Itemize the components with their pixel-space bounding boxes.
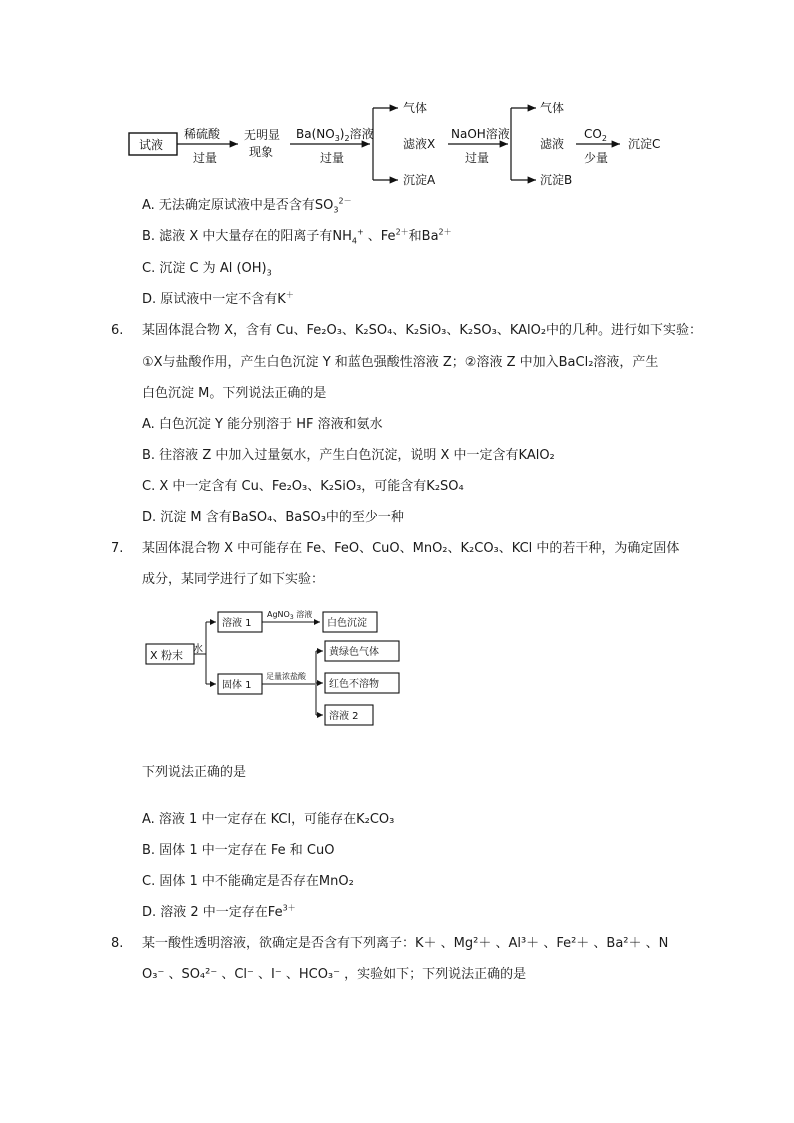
x-powder-label: X 粉末 — [150, 649, 184, 662]
branch1-filtrate: 滤液X — [403, 137, 436, 151]
reagent1-label: 稀硫酸 — [184, 127, 221, 141]
q7-stem-line-2: 成分，某同学进行了如下实验： — [142, 572, 325, 587]
water-label: 水 — [193, 644, 203, 655]
branch2-gas: 气体 — [540, 101, 565, 115]
q6-option-d: D. 沉淀 M 含有BaSO₄、BaSO₃中的至少一种 — [142, 510, 404, 525]
q8-stem-line-2: O₃⁻ 、SO₄²⁻ 、Cl⁻ 、I⁻ 、HCO₃⁻ ，实验如下；下列说法正确的是 — [142, 967, 527, 982]
branch2-filtrate: 滤液 — [540, 137, 565, 151]
branch1-precipitate: 沉淀A — [403, 173, 436, 187]
q6-option-a: A. 白色沉淀 Y 能分别溶于 HF 溶液和氨水 — [142, 417, 383, 432]
reagent3-label: NaOH溶液 — [451, 127, 510, 141]
start-box-label: 试液 — [139, 138, 164, 152]
q6-stem-line-3: 白色沉淀 M。下列说法正确的是 — [142, 386, 327, 401]
q6-stem-line-2: ①X与盐酸作用，产生白色沉淀 Y 和蓝色强酸性溶液 Z；②溶液 Z 中加入BaCl₂溶液，产生 — [142, 355, 659, 370]
hcl-label: 足量浓盐酸 — [266, 672, 306, 681]
q7-question: 下列说法正确的是 — [142, 765, 247, 780]
yellow-gas-label: 黄绿色气体 — [329, 647, 379, 658]
q8-number: 8. — [111, 936, 124, 951]
reagent4-amount: 少量 — [584, 151, 609, 165]
red-insoluble-label: 红色不溶物 — [329, 679, 379, 690]
solid1-label: 固体 1 — [222, 680, 252, 691]
agno3-label: AgNO$_3$ 溶液 — [267, 610, 313, 621]
q5-option-d: D. 原试液中一定不含有K＋ — [142, 290, 294, 307]
q7-option-c: C. 固体 1 中不能确定是否存在MnO₂ — [142, 874, 354, 889]
q7-number: 7. — [111, 541, 124, 556]
q6-stem-line-1: 某固体混合物 X，含有 Cu、Fe₂O₃、K₂SO₄、K₂SiO₃、K₂SO₃、KAlO₂中的几种。进行如下实验： — [142, 323, 703, 338]
q7-option-b: B. 固体 1 中一定存在 Fe 和 CuO — [142, 843, 335, 858]
q6-number: 6. — [111, 323, 124, 338]
q8-stem-line-1: 某一酸性透明溶液，欲确定是否含有下列离子：K＋ 、Mg²＋ 、Al³＋ 、Fe²＋ 、Ba²＋ 、N — [142, 936, 669, 951]
reagent2-label: $Ba(NO_3)_2$溶液 — [296, 127, 374, 143]
observation-label-2: 现象 — [249, 145, 274, 159]
branch2-precipitate: 沉淀B — [540, 173, 573, 187]
reagent3-amount: 过量 — [465, 151, 490, 165]
q6-option-c: C. X 中一定含有 Cu、Fe₂O₃、K₂SiO₃，可能含有K₂SO₄ — [142, 479, 464, 494]
reagent1-amount: 过量 — [193, 151, 218, 165]
reagent4-label: $CO_2$ — [584, 127, 607, 143]
q5-option-b: B. 滤液 X 中大量存在的阳离子有$NH_4^+$ 、$Fe^{2+}$和$Ba^{2+}$ — [142, 227, 452, 246]
solution2-label: 溶液 2 — [329, 711, 359, 722]
solution1-label: 溶液 1 — [222, 618, 252, 629]
branch1-gas: 气体 — [403, 101, 428, 115]
final-precipitate: 沉淀C — [628, 137, 661, 151]
q7-stem-line-1: 某固体混合物 X 中可能存在 Fe、FeO、CuO、MnO₂、K₂CO₃、KCl 中的若干种，为确定固体 — [142, 541, 680, 556]
q5-option-a: A. 无法确定原试液中是否含有$SO_3^{2-}$ — [142, 196, 352, 215]
q6-option-b: B. 往溶液 Z 中加入过量氨水，产生白色沉淀，说明 X 中一定含有KAlO₂ — [142, 448, 555, 463]
q7-option-d: D. 溶液 2 中一定存在$Fe^{3+}$ — [142, 903, 296, 920]
q7-option-a: A. 溶液 1 中一定存在 KCl，可能存在K₂CO₃ — [142, 812, 395, 827]
flowchart-q5 — [0, 0, 794, 200]
observation-label-1: 无明显 — [244, 128, 281, 142]
reagent2-amount: 过量 — [320, 151, 345, 165]
flowchart-q7 — [140, 604, 440, 734]
white-ppt-label: 白色沉淀 — [327, 618, 367, 629]
q5-option-c: C. 沉淀 C 为 Al $(OH)_3$ — [142, 261, 272, 278]
